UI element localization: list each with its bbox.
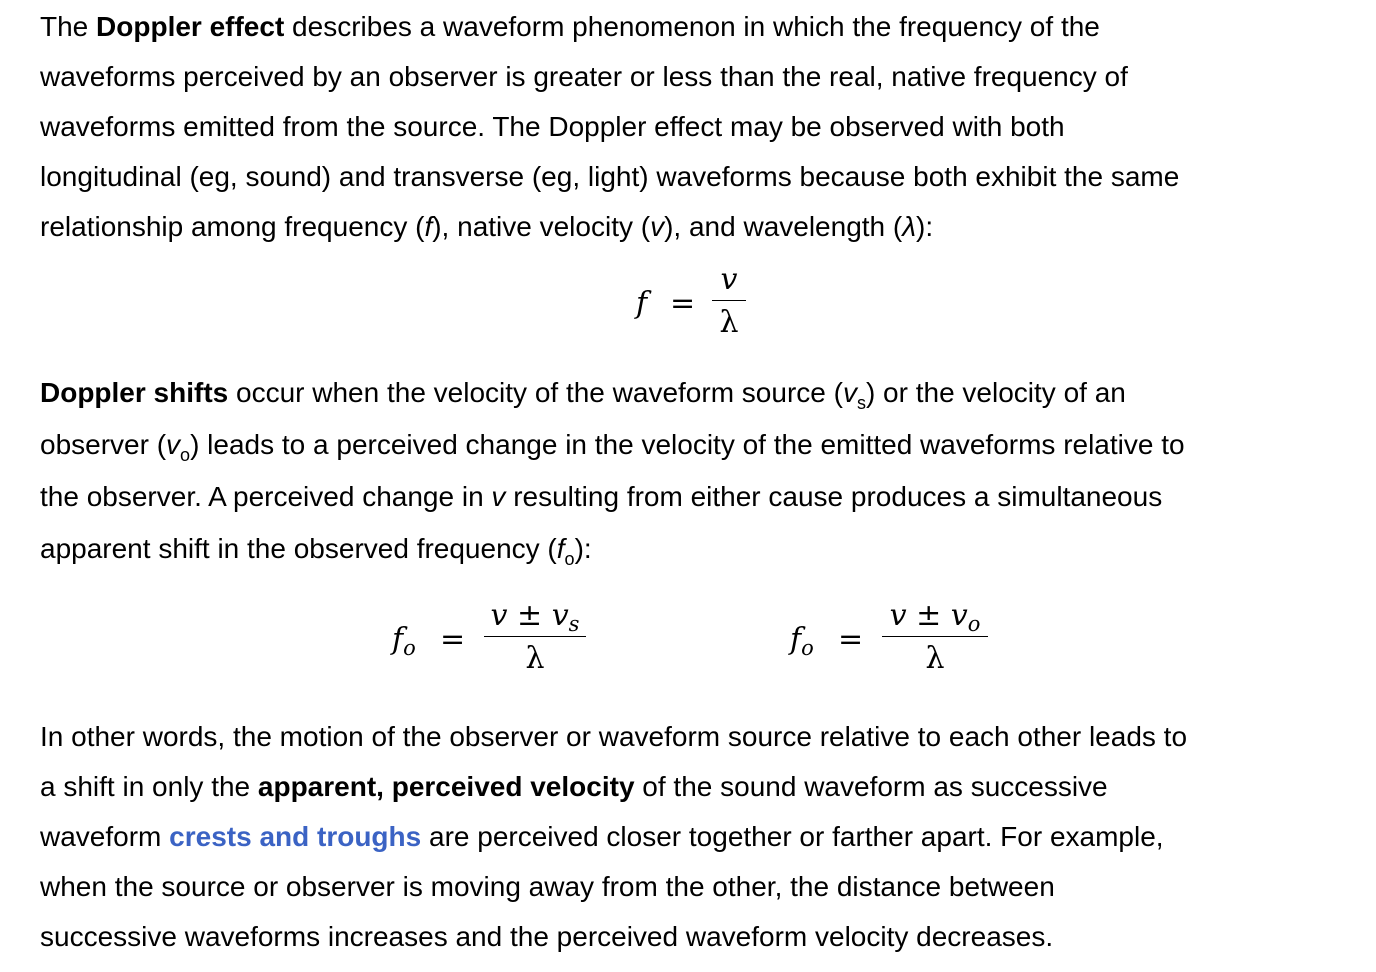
fraction-bar: [882, 636, 988, 637]
text-line: observer $(v_o)$ leads to a perceived change in the velocity of the emitted waveforms relative to: [40, 429, 1185, 465]
text-line: Doppler shifts occur when the velocity of the waveform source $(v_s)$ or the velocity of an: [40, 377, 1126, 413]
eq3-numerator: $v \pm v_o$: [889, 598, 981, 636]
paragraph-doppler-effect: [40, 2, 1360, 252]
term-perceived-velocity: apparent, perceived velocity: [257, 771, 635, 802]
text-line: waveforms emitted from the source. The Doppler effect may be observed with both: [40, 111, 1065, 142]
text-line: longitudinal (eg, sound) and transverse (eg, light) waveforms because both exhibit the same: [40, 161, 1180, 192]
term-doppler-shifts: Doppler shifts: [40, 377, 229, 408]
eq1-lhs: f: [636, 286, 648, 321]
eq2-numerator: $v \pm v_s$: [490, 598, 580, 636]
text-line: when the source or observer is moving away from the other, the distance between: [40, 871, 1055, 902]
eq2-denominator: λ: [525, 641, 545, 676]
text-line: apparent shift in the observed frequency $(f_o)$:: [40, 533, 592, 569]
crests-and-troughs-link[interactable]: crests and troughs: [169, 821, 422, 852]
eq2-fraction: [484, 598, 586, 677]
eq2-equals: =: [440, 622, 466, 657]
text-line: relationship among frequency (f), native velocity (v), and wavelength (λ):: [40, 211, 934, 242]
text-line: the observer. A perceived change in v resulting from either cause produces a simultaneous: [40, 481, 1163, 512]
eq3-denominator: λ: [925, 641, 945, 676]
text-line: The Doppler effect describes a waveform phenomenon in which the frequency of the: [40, 11, 1100, 42]
eq1-numerator: v: [720, 262, 738, 297]
text-line: In other words, the motion of the observer or waveform source relative to each other leads to: [40, 721, 1188, 752]
eq2-lhs: $f_o$: [392, 622, 416, 660]
fraction-bar: [712, 300, 746, 301]
text-line: a shift in only the apparent, perceived velocity of the sound waveform as successive: [40, 771, 1108, 802]
fraction-bar: [484, 636, 586, 637]
text-line: waveform crests and troughs are perceived closer together or farther apart. For example,: [40, 821, 1164, 852]
paragraph-doppler-shifts: [40, 368, 1360, 576]
term-doppler-effect: Doppler effect: [96, 11, 285, 42]
text-line: waveforms perceived by an observer is greater or less than the real, native frequency of: [40, 61, 1128, 92]
eq3-fraction: [882, 598, 988, 677]
eq3-lhs: $f_o$: [790, 622, 814, 660]
eq1-denominator: λ: [719, 305, 739, 340]
paragraph-explanation: [40, 712, 1360, 962]
text-line: successive waveforms increases and the perceived waveform velocity decreases.: [40, 921, 1054, 952]
eq1-equals: =: [670, 286, 696, 321]
eq1-fraction: [712, 262, 746, 341]
eq3-equals: =: [838, 622, 864, 657]
